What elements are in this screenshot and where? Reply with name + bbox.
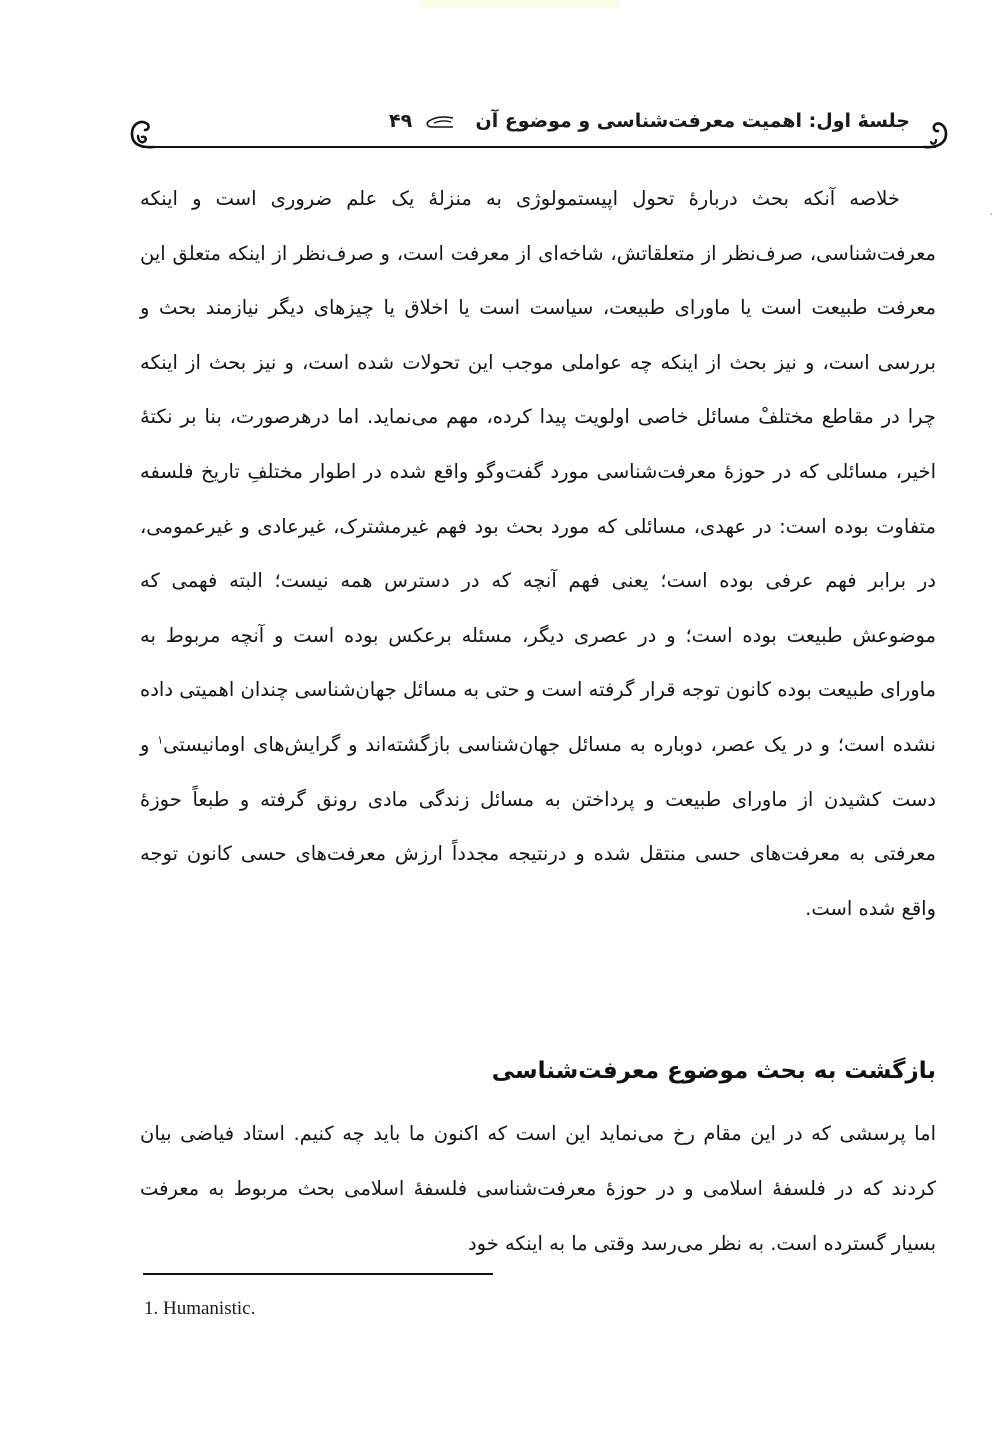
header-rule xyxy=(142,146,936,148)
section-heading: بازگشت به بحث موضوع معرفت‌شناسی xyxy=(491,1058,936,1084)
page-number: ۴۹ xyxy=(389,110,413,132)
right-curl-ornament-icon xyxy=(922,114,950,154)
wave-ornament-icon xyxy=(425,115,455,129)
running-header xyxy=(128,108,950,156)
paragraph-text-continued: و دست کشیدن از ماورای طبیعت و پرداختن به مسائل زندگی مادی رونق گرفته و طبعاً حوزهٔ معرفتی به معرفت‌های حسی منتقل شده و درنتیجه مجدداً ارزش معرفت‌های حسی کانون توجه واقع شده است. xyxy=(140,732,936,920)
footnote-separator xyxy=(143,1273,493,1275)
paragraph-text: خلاصه آنکه بحث دربارهٔ تحول اپیستمولوژی به منزلهٔ یک علم ضروری است و اینکه معرفت‌شناسی، صرف‌نظر از متعلقاتش، شاخه‌ای از معرفت است، و صرف‌نظر از اینکه متعلق این معرفت طبیعت است یا ماورای طبیعت، سیاست است یا اخلاق یا چیزهای دیگر نیازمند بحث و بررسی است، و نیز بحث از اینکه چه عواملی موجب این تحولات شده است، و نیز بحث از اینکه چرا در مقاطع مختلفْ مسائل خاصی اولویت پیدا کرده، مهم می‌نماید. اما درهرصورت، بنا بر نکتهٔ اخیر، مسائلی که در حوزهٔ معرفت‌شناسی مورد گفت‌وگو واقع شده در اطوار مختلفِ تاریخ فلسفه متفاوت بوده است: در عهدی، مسائلی که مورد بحث بود فهم غیرمشترک، غیرعادی و غیرعمومی، در برابر فهم عرفی بوده است؛ یعنی فهم آنچه که در دسترس همه نیست؛ البته فهمی که موضوعش طبیعت بوده است؛ و در عصری دیگر، مسئله برعکس بوده است و آنچه مربوط به ماورای طبیعت بوده کانون توجه قرار گرفته است و حتی به مسائل جهان‌شناسی چندان اهمیتی داده نشده است؛ و در یک عصر، دوباره به مسائل جهان‌شناسی بازگشته‌اند و گرایش‌های اومانیستی xyxy=(140,187,936,756)
body-paragraph-2: اما پرسشی که در این مقام رخ می‌نماید این است که اکنون ما باید چه کنیم. استاد فیاضی بیان کردند که در فلسفهٔ اسلامی و در حوزهٔ معرفت‌شناسی فلسفهٔ اسلامی بحث مربوط به معرفت بسیار گسترده است. به نظر می‌رسد وقتی ما به اینکه خود xyxy=(140,1122,936,1255)
scan-speck xyxy=(990,213,992,215)
footnote-marker[interactable]: ۱ xyxy=(157,733,164,747)
scan-artifact xyxy=(420,0,620,8)
running-header-title: جلسهٔ اول: اهمیت معرفت‌شناسی و موضوع آن xyxy=(475,110,910,132)
header-text xyxy=(160,110,910,132)
footnote-1: 1. Humanistic. xyxy=(144,1298,256,1319)
body-paragraph-1 xyxy=(140,172,936,936)
left-curl-ornament-icon xyxy=(128,114,156,154)
